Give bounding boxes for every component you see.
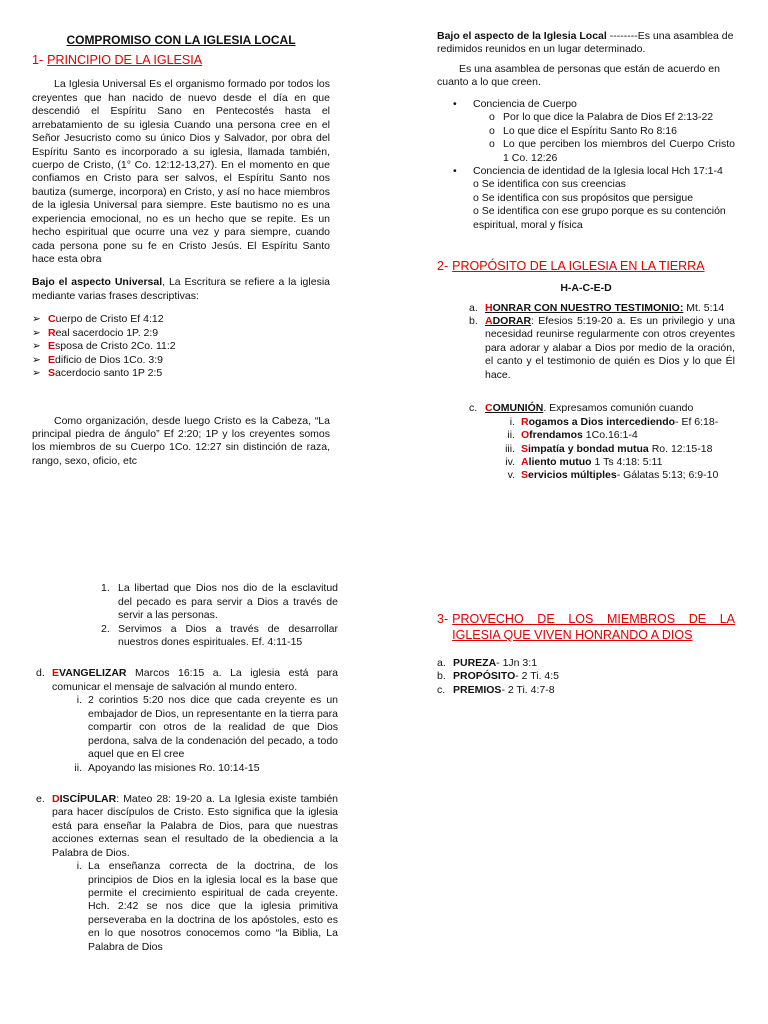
numbered-item xyxy=(101,582,338,622)
sub-description: - Ef 6:18- xyxy=(675,415,719,428)
arrow-bullet-icon: ➢ xyxy=(32,353,41,366)
section-2-title: PROPÓSITO DE LA IGLESIA EN LA TIERRA xyxy=(452,259,705,274)
sub-list-item xyxy=(489,111,735,124)
item-keyword xyxy=(485,402,543,414)
communion-sub-item xyxy=(497,416,735,429)
item-keyword-rest: ONRAR CON NUESTRO TESTIMONIO: xyxy=(492,301,684,314)
universal-aspect-label: Bajo el aspecto Universal xyxy=(32,276,163,289)
circle-bullet-icon: o xyxy=(489,138,495,151)
universal-church-paragraph: La Iglesia Universal Es el organismo formado por todos los creyentes que han nacido de nuevo desde el día en que descendió el Espíritu Sano en Pentecostés hasta el arrebatamiento de su iglesia Cuando una persona cree en el Señor Jesucristo como su único Dios y Salvador, por obra del Espíritu Santo es incorporado a su iglesia, llamada también, cuerpo de Cristo, (1° Co. 12:12-13,27). En el momento en que confiamos en Cristo para ser salvos, el Espíritu Santo nos bautiza (sumerge, incorpora) en Cristo, y así no hace miembros de la iglesia Universal para siempre. Este bautismo no es una experiencia emocional, no es un hecho que se repite. Es un hecho espiritual que ocurre una vez y para siempre, cuando cada persona pone su fe en Cristo Jesús. El Espíritu Santo hace esta obra xyxy=(32,78,330,266)
list-item xyxy=(32,327,330,340)
item-initial: A xyxy=(485,315,493,327)
evangelize-text xyxy=(52,667,338,694)
sub-initial: S xyxy=(521,469,529,482)
sub-text xyxy=(521,443,735,456)
sub-list-text: Por lo que dice la Palabra de Dios Ef 2:13-22 xyxy=(503,111,714,124)
item-marker: c. xyxy=(437,683,446,696)
list-item-initial: E xyxy=(48,353,56,366)
worship-text xyxy=(485,315,735,382)
benefits-list xyxy=(437,657,735,697)
numbered-item xyxy=(101,623,338,650)
document-title: COMPROMISO CON LA IGLESIA LOCAL xyxy=(66,33,296,47)
item-marker: a. xyxy=(469,301,478,314)
list-item xyxy=(32,340,330,353)
worship-item xyxy=(469,315,735,382)
sub-initial: A xyxy=(521,455,529,468)
item-description: . Expresamos comunión cuando xyxy=(543,402,694,415)
numbered-marker: 1. xyxy=(101,582,110,595)
benefit-keyword: PROPÓSITO xyxy=(453,670,516,683)
lower-left-block xyxy=(4,582,338,954)
item-marker: a. xyxy=(437,656,446,669)
local-aspect-paragraph xyxy=(437,30,735,57)
list-item xyxy=(453,165,735,178)
organization-paragraph: Como organización, desde luego Cristo es la Cabeza, “La principal piedra de ángulo” Ef 2:20; 1P y los creyentes somos los miembros de su Cuerpo 1Co. 12:27 sin distinción de raza, rango, sexo, oficio, etc xyxy=(32,414,330,467)
section-1-number: 1- xyxy=(32,53,44,68)
benefit-item xyxy=(437,657,735,670)
universal-aspect-text: , La Escritura se refiere a la iglesia mediante varias frases descriptivas: xyxy=(32,276,330,302)
sub-text xyxy=(521,469,735,482)
sub-marker: v. xyxy=(507,469,515,482)
section-2-number: 2- xyxy=(437,259,449,274)
list-item-initial: S xyxy=(48,367,56,380)
communion-sub-item xyxy=(497,429,735,442)
honor-item xyxy=(469,302,735,315)
sub-initial: R xyxy=(521,415,529,428)
list-item-initial: E xyxy=(48,340,56,353)
right-column xyxy=(437,30,735,697)
sub-keyword: liento mutuo xyxy=(528,455,592,468)
item-marker: d. xyxy=(36,667,45,680)
identity-line: o Se identifica con sus propósitos que persigue xyxy=(473,191,694,204)
section-2-heading xyxy=(437,258,735,274)
sub-text: Apoyando las misiones Ro. 10:14-15 xyxy=(88,761,260,774)
benefit-reference: - 1Jn 3:1 xyxy=(496,656,538,669)
list-item-text: dificio de Dios 1Co. 3:9 xyxy=(55,353,163,366)
sub-initial: O xyxy=(521,429,530,442)
arrow-bullet-icon: ➢ xyxy=(32,367,41,380)
list-item xyxy=(453,98,735,111)
item-initial: E xyxy=(52,667,60,680)
item-keyword-rest: OMUNIÓN xyxy=(492,402,544,415)
sub-keyword: ervicios múltiples xyxy=(528,469,617,482)
sub-text: La enseñanza correcta de la doctrina, de los principios de Dios en la iglesia local es la base que permite el crecimiento espiritual de cada creyente. Hch. 2:42 se nos dice que la iglesia primitiva perseveraba en la doctrina de los apóstoles, esto es en lo que nosotros conocemos como “la Biblia, La Palabra de Dios xyxy=(88,860,338,953)
section-3-title: PROVECHO DE LOS MIEMBROS DE LA IGLESIA QUE VIVEN HONRANDO A DIOS xyxy=(452,611,735,642)
sub-description: 1Co.16:1-4 xyxy=(582,429,638,442)
item-initial: H xyxy=(485,301,493,314)
universal-aspect-paragraph xyxy=(32,276,330,303)
sub-text: 2 corintios 5:20 nos dice que cada creyente es un embajador de Dios, un representante en la tierra para compartir con otros de la realidad de que Dios perdona, salva de la condenación del pecado, a todo aquel que en El cree xyxy=(88,694,338,761)
section-1-title: PRINCIPIO DE LA IGLESIA xyxy=(47,53,203,68)
sub-description: 1 Ts 4:18: 5:11 xyxy=(591,455,663,468)
numbered-text: Servimos a Dios a través de desarrollar nuestros dones espirituales. Ef. 4:11-15 xyxy=(118,622,338,649)
item-keyword xyxy=(485,302,683,314)
benefit-item xyxy=(437,684,735,697)
disciple-item xyxy=(36,793,338,860)
sub-list-item xyxy=(489,125,735,138)
benefit-item xyxy=(437,670,735,683)
sub-text xyxy=(521,429,735,442)
sub-marker: i. xyxy=(76,694,82,707)
benefit-keyword: PUREZA xyxy=(453,656,497,669)
benefit-reference: - 2 Ti. 4:7-8 xyxy=(501,683,555,696)
item-marker: c. xyxy=(469,402,478,415)
item-description: Marcos 16:15 a. La iglesia está para comunicar el mensaje de salvación al mundo entero. xyxy=(52,667,338,693)
section-3-heading xyxy=(437,611,735,643)
list-item xyxy=(32,367,330,380)
bullet-icon: • xyxy=(453,164,457,177)
sub-initial: S xyxy=(521,442,529,455)
sub-marker: i. xyxy=(76,860,82,873)
list-item-text: acerdocio santo 1P 2:5 xyxy=(55,367,163,380)
conscience-list xyxy=(437,98,735,232)
sub-description: - Gálatas 5:13; 6:9-10 xyxy=(616,469,719,482)
communion-item xyxy=(469,402,735,415)
list-item-initial: C xyxy=(48,313,56,326)
item-initial: C xyxy=(485,402,493,415)
local-aspect-label: Bajo el aspecto de la Iglesia Local xyxy=(437,30,607,42)
evangelize-item xyxy=(36,667,338,694)
sub-marker: iv. xyxy=(505,455,515,468)
item-description: Mt. 5:14 xyxy=(683,301,725,314)
communion-sub-item xyxy=(497,469,735,482)
numbered-marker: 2. xyxy=(101,622,110,635)
sub-description: Ro. 12:15-18 xyxy=(648,442,713,455)
sub-item xyxy=(64,762,338,775)
benefit-keyword: PREMIOS xyxy=(453,683,502,696)
sub-item xyxy=(64,694,338,761)
item-initial: D xyxy=(52,792,60,805)
item-keyword xyxy=(485,315,531,327)
list-item-text: Conciencia de Cuerpo xyxy=(473,97,577,110)
sub-keyword: impatía y bondad mutua xyxy=(528,442,649,455)
item-keyword-rest: DORAR xyxy=(492,315,532,327)
assembly-paragraph: Es una asamblea de personas que están de acuerdo en cuanto a lo que creen. xyxy=(437,62,720,89)
benefit-reference: - 2 Ti. 4:5 xyxy=(515,670,560,683)
list-item-text: eal sacerdocio 1P. 2:9 xyxy=(55,326,159,339)
item-marker: b. xyxy=(437,670,446,683)
list-item xyxy=(32,354,330,367)
item-marker: e. xyxy=(36,792,45,805)
sub-marker: iii. xyxy=(505,442,515,455)
sub-text xyxy=(521,456,735,469)
identity-lines xyxy=(473,178,735,232)
bullet-icon: • xyxy=(453,97,457,110)
sub-item xyxy=(64,860,338,954)
arrow-bullet-icon: ➢ xyxy=(32,340,41,353)
item-description: : Efesios 5:19-20 a. Es un privilegio y una necesidad reunirse regularmente con otros creyentes para adorar y alabar a Dios por medio de la oración, el canto y el testimonio de quién es Dios y lo que Él hace. xyxy=(485,315,735,381)
communion-sub-item xyxy=(497,443,735,456)
sub-text xyxy=(521,416,735,429)
circle-bullet-icon: o xyxy=(489,124,495,137)
communion-sub-item xyxy=(497,456,735,469)
arrow-bullet-icon: ➢ xyxy=(32,313,41,326)
list-item-text: sposa de Cristo 2Co. 11:2 xyxy=(55,340,176,353)
descriptive-phrases-list xyxy=(32,313,330,380)
list-item xyxy=(32,313,330,326)
sub-marker: ii. xyxy=(507,429,515,442)
sub-list-item xyxy=(489,138,735,165)
left-column xyxy=(32,30,338,954)
identity-line: o Se identifica con ese grupo porque es su contención espiritual, moral y física xyxy=(473,205,726,231)
item-description: : Mateo 28: 19-20 a. La Iglesia existe también para hacer discípulos de Cristo. Esto significa que la iglesia está para enseñar la Palabra de Dios, para que nuestras acciones externas sean el resultado de la obediencia a la Palabra de Dios. xyxy=(52,792,338,859)
identity-line: o Se identifica con sus creencias xyxy=(473,178,626,191)
section-1-heading xyxy=(32,52,330,68)
local-aspect-text: --------Es una asamblea de redimidos reunidos en un lugar determinado. xyxy=(437,30,734,56)
section-3-number: 3- xyxy=(437,611,449,626)
sub-marker: i. xyxy=(509,415,515,428)
sub-keyword: ogamos a Dios intercediendo xyxy=(528,415,676,428)
circle-bullet-icon: o xyxy=(489,111,495,124)
numbered-text: La libertad que Dios nos dio de la esclavitud del pecado es para servir a Dios a través de servir a las personas. xyxy=(118,582,338,622)
item-keyword: VANGELIZAR xyxy=(59,667,127,680)
list-item-initial: R xyxy=(48,326,56,339)
disciple-text xyxy=(52,793,338,860)
honor-text xyxy=(485,302,735,315)
list-item-text: uerpo de Cristo Ef 4:12 xyxy=(55,313,164,326)
item-marker: b. xyxy=(469,315,478,327)
list-item-text: Conciencia de identidad de la Iglesia local Hch 17:1-4 xyxy=(473,164,723,177)
sub-marker: ii. xyxy=(74,761,82,774)
communion-text xyxy=(485,402,735,415)
arrow-bullet-icon: ➢ xyxy=(32,326,41,339)
sub-list-text: Lo que perciben los miembros del Cuerpo Cristo 1 Co. 12:26 xyxy=(503,138,735,164)
sub-list-text: Lo que dice el Espíritu Santo Ro 8:16 xyxy=(503,124,677,137)
acronym: H-A-C-E-D xyxy=(560,282,612,295)
sub-keyword: frendamos xyxy=(529,429,583,442)
item-keyword: ISCÍPULAR xyxy=(59,792,117,805)
